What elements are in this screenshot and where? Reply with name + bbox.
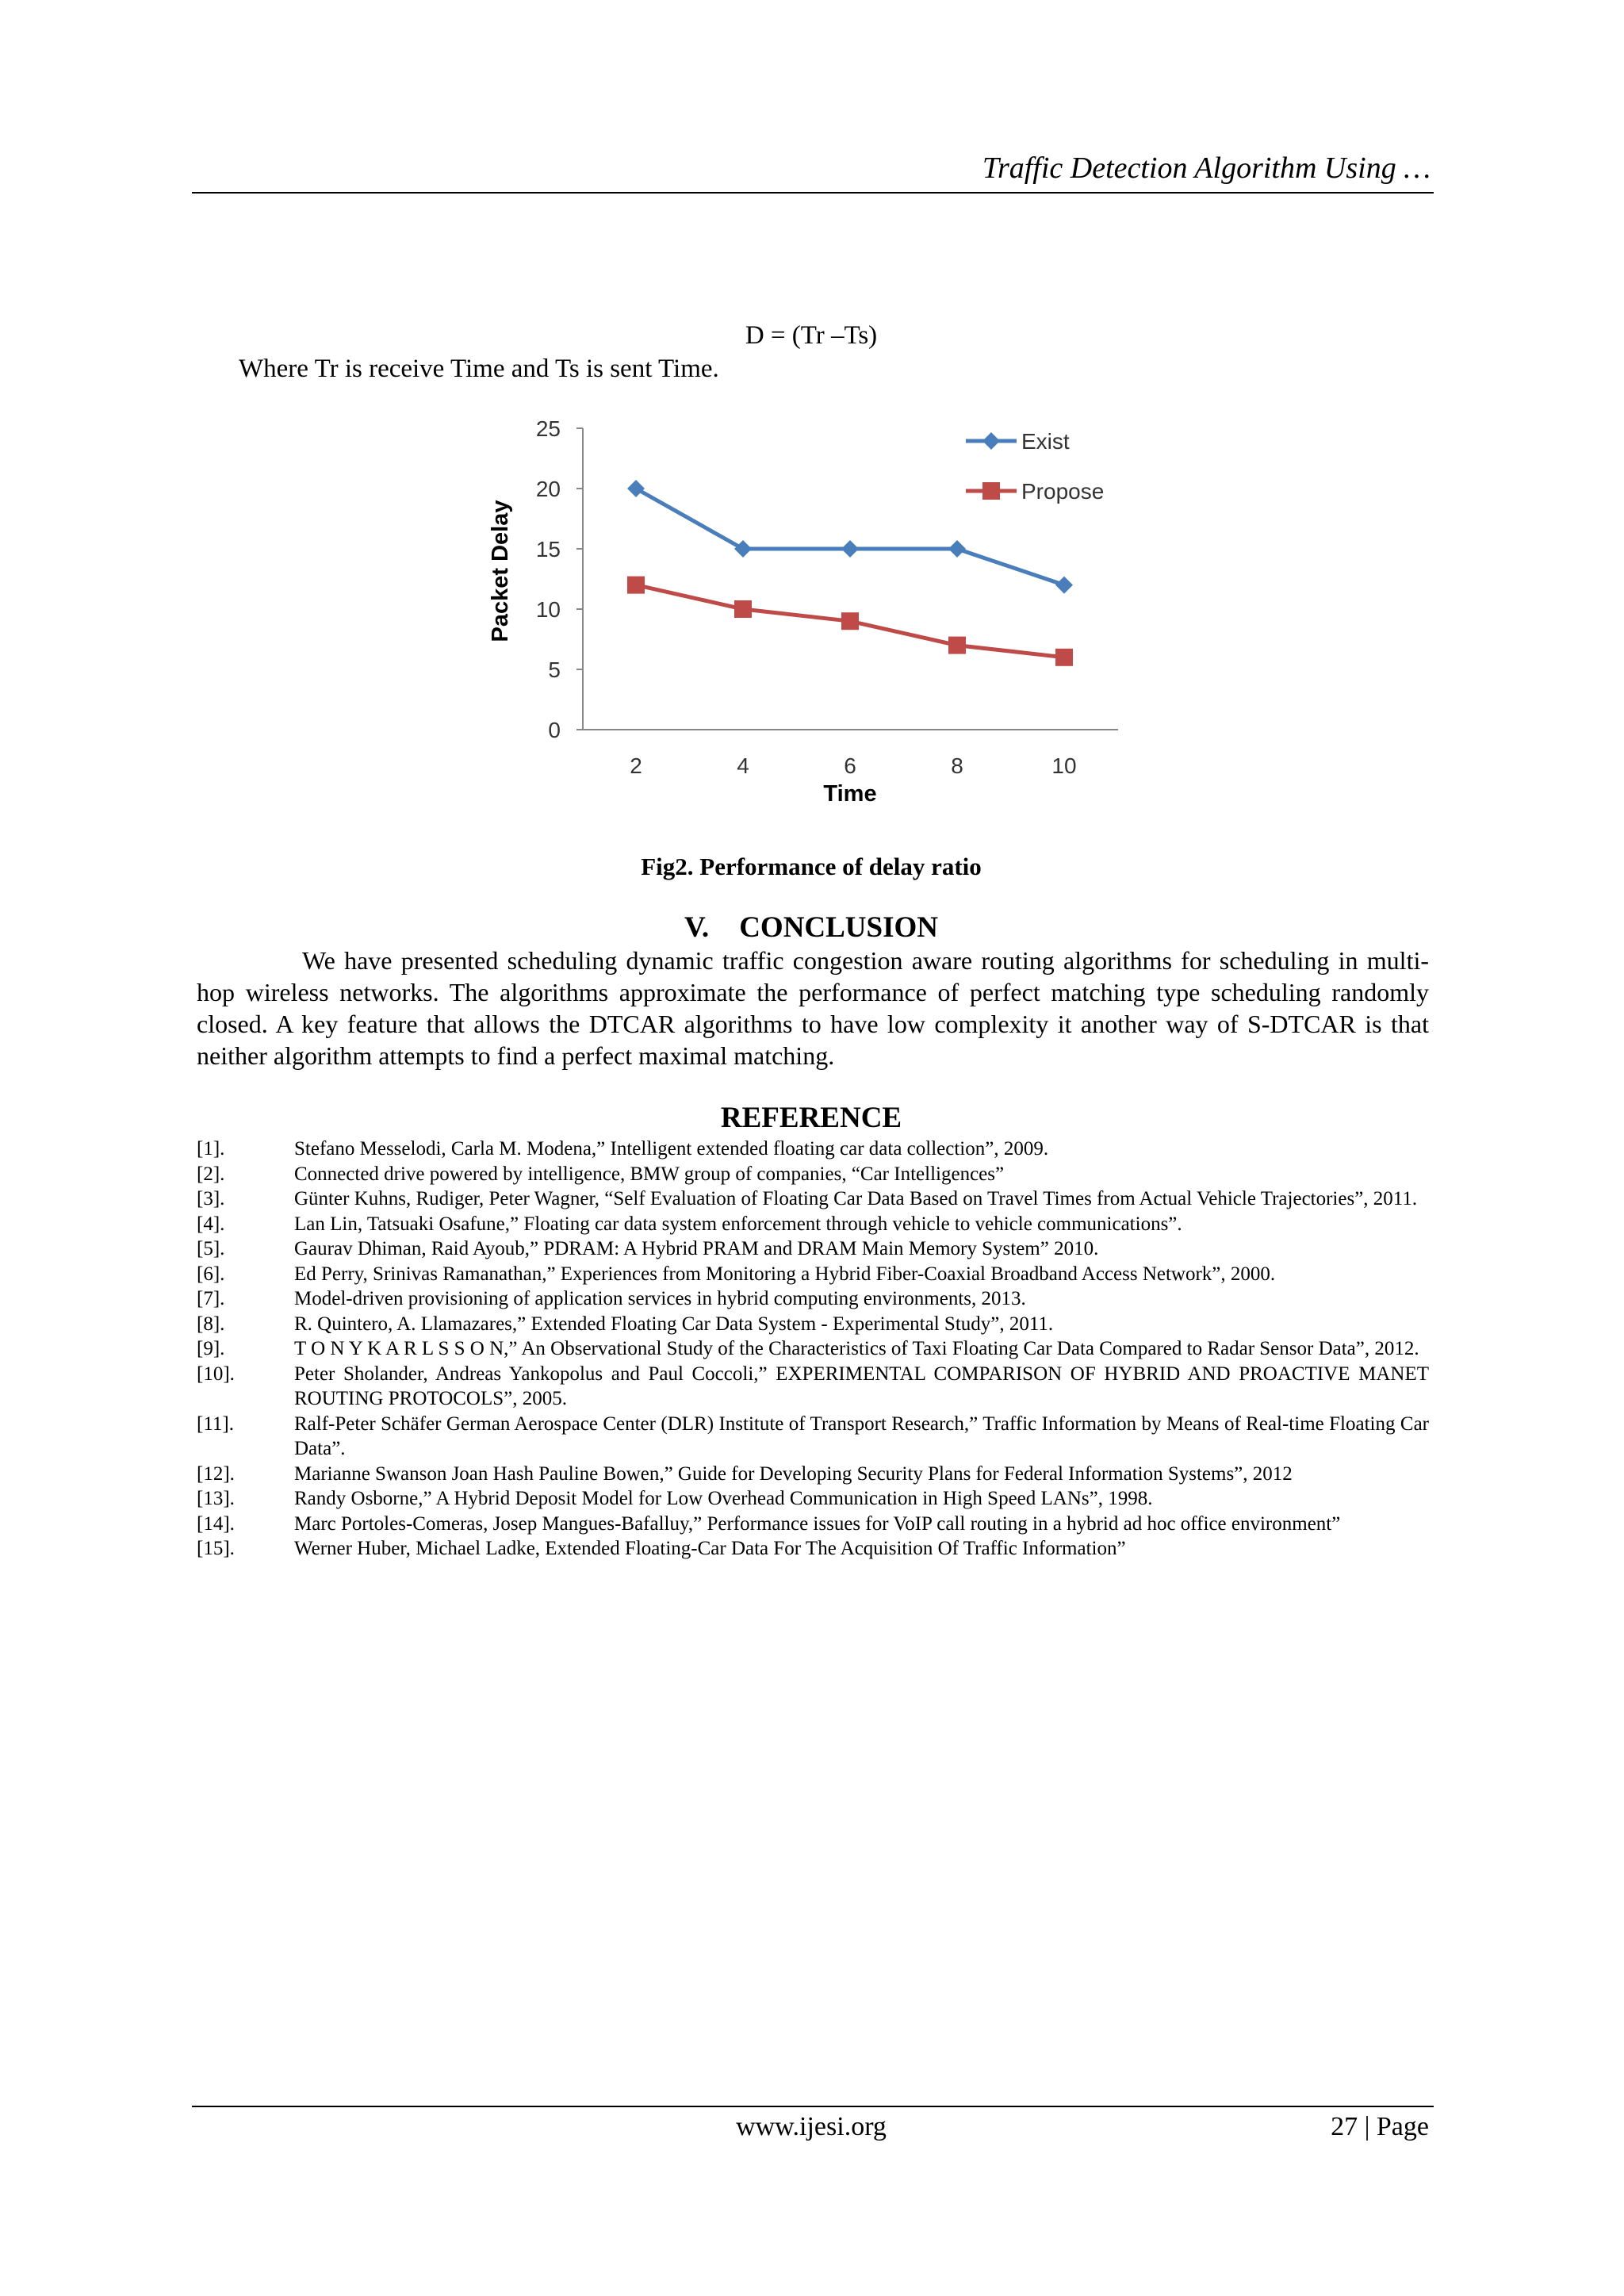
legend-marker-exist xyxy=(982,432,1000,450)
reference-item xyxy=(197,1486,1429,1512)
data-point-propose xyxy=(734,600,752,618)
data-point-propose xyxy=(948,637,966,654)
reference-item xyxy=(197,1286,1429,1312)
data-point-exist xyxy=(1055,577,1073,594)
x-tick-label: 2 xyxy=(630,753,642,778)
reference-text: Model-driven provisioning of application services in hybrid computing environments, 2013. xyxy=(294,1288,1026,1309)
conclusion-heading xyxy=(192,910,1431,945)
reference-item xyxy=(197,1312,1429,1337)
header-rule xyxy=(192,192,1434,194)
y-tick-label: 5 xyxy=(548,657,561,682)
reference-number: [1]. xyxy=(197,1138,225,1159)
reference-item xyxy=(197,1212,1429,1237)
reference-text: Lan Lin, Tatsuaki Osafune,” Floating car data system enforcement through vehicle to vehicle communications”. xyxy=(294,1213,1182,1235)
x-axis-label: Time xyxy=(823,781,877,807)
data-point-exist xyxy=(627,480,645,497)
x-tick-label: 6 xyxy=(844,753,856,778)
reference-text: Stefano Messelodi, Carla M. Modena,” Intelligent extended floating car data collection”, 2009. xyxy=(294,1138,1049,1159)
reference-text: Peter Sholander, Andreas Yankopolus and Paul Coccoli,” EXPERIMENTAL COMPARISON OF HYBRID AND PROACTIVE MANET ROUTING PROTOCOLS”, 2005. xyxy=(294,1363,1429,1409)
reference-number: [7]. xyxy=(197,1288,225,1309)
legend-label-propose: Propose xyxy=(1021,479,1105,504)
delay-chart xyxy=(468,404,1150,833)
reference-text: Gaurav Dhiman, Raid Ayoub,” PDRAM: A Hybrid PRAM and DRAM Main Memory System” 2010. xyxy=(294,1238,1099,1259)
reference-text: Randy Osborne,” A Hybrid Deposit Model for Low Overhead Communication in High Speed LANs”, 1998. xyxy=(294,1488,1153,1509)
series-line-exist xyxy=(636,489,1064,585)
reference-text: Connected drive powered by intelligence, BMW group of companies, “Car Intelligences” xyxy=(294,1163,1005,1185)
reference-item xyxy=(197,1186,1429,1212)
reference-item xyxy=(197,1362,1429,1412)
reference-number: [2]. xyxy=(197,1163,225,1185)
reference-number: [3]. xyxy=(197,1188,225,1209)
delay-equation: D = (Tr –Ts) xyxy=(745,321,878,350)
legend-label-exist: Exist xyxy=(1021,429,1070,454)
section-number: V. xyxy=(684,911,710,944)
reference-text: Werner Huber, Michael Ladke, Extended Floating-Car Data For The Acquisition Of Traffic Information” xyxy=(294,1538,1126,1559)
reference-item xyxy=(197,1412,1429,1462)
reference-number: [13]. xyxy=(197,1488,235,1509)
reference-number: [15]. xyxy=(197,1538,235,1559)
reference-item xyxy=(197,1536,1429,1562)
y-tick-label: 15 xyxy=(535,537,561,562)
reference-list xyxy=(197,1137,1429,1562)
y-tick-label: 20 xyxy=(535,477,561,501)
reference-text: Ralf-Peter Schäfer German Aerospace Center (DLR) Institute of Transport Research,” Traffic Information by Means of Real-time Floating Car Data”. xyxy=(294,1412,1429,1459)
equation-explanation: Where Tr is receive Time and Ts is sent Time. xyxy=(239,355,719,383)
reference-text: R. Quintero, A. Llamazares,” Extended Floating Car Data System - Experimental Study”, 2011. xyxy=(294,1313,1054,1335)
reference-number: [4]. xyxy=(197,1213,225,1235)
reference-number: [5]. xyxy=(197,1238,225,1259)
reference-text: Marc Portoles-Comeras, Josep Mangues-Bafalluy,” Performance issues for VoIP call routing in a hybrid ad hoc office environment” xyxy=(294,1512,1341,1535)
y-tick-label: 25 xyxy=(535,416,561,441)
reference-number: [10]. xyxy=(197,1363,235,1385)
reference-number: [8]. xyxy=(197,1313,225,1335)
footer-rule xyxy=(192,2106,1434,2107)
x-tick-label: 10 xyxy=(1051,753,1077,778)
section-title-text: CONCLUSION xyxy=(739,911,939,944)
reference-text: T O N Y K A R L S S O N,” An Observational Study of the Characteristics of Taxi Floating Car Data Compared to Radar Sensor Data”, 2012. xyxy=(294,1338,1419,1359)
series-propose xyxy=(627,577,1073,666)
footer-website: www.ijesi.org xyxy=(736,2112,887,2141)
reference-item xyxy=(197,1262,1429,1287)
legend-marker-propose xyxy=(982,482,1000,500)
reference-text: Ed Perry, Srinivas Ramanathan,” Experiences from Monitoring a Hybrid Fiber-Coaxial Broadband Access Network”, 2000. xyxy=(294,1263,1276,1285)
reference-item xyxy=(197,1137,1429,1162)
conclusion-paragraph: We have presented scheduling dynamic traffic congestion aware routing algorithms for scheduling in multi-hop wireless networks. The algorithms approximate the performance of perfect matching type scheduling randomly closed. A key feature that allows the DTCAR algorithms to have low complexity it another way of S-DTCAR is that neither algorithm attempts to find a perfect maximal matching. xyxy=(197,946,1429,1070)
reference-text: Marianne Swanson Joan Hash Pauline Bowen,” Guide for Developing Security Plans for Federal Information Systems”, 2012 xyxy=(294,1462,1293,1485)
reference-item xyxy=(197,1512,1429,1537)
data-point-exist xyxy=(948,540,966,558)
x-tick-label: 4 xyxy=(737,753,749,778)
data-point-exist xyxy=(841,540,859,558)
reference-item xyxy=(197,1162,1429,1187)
reference-number: [6]. xyxy=(197,1263,225,1285)
series-exist xyxy=(627,480,1073,594)
delay-chart-svg xyxy=(468,404,1150,833)
footer-page-number: 27 | Page xyxy=(1331,2112,1429,2141)
reference-heading: REFERENCE xyxy=(720,1102,902,1134)
x-tick-label: 8 xyxy=(951,753,963,778)
y-axis-label: Packet Delay xyxy=(488,500,513,642)
y-tick-label: 0 xyxy=(548,718,561,742)
reference-number: [12]. xyxy=(197,1462,235,1485)
reference-item xyxy=(197,1336,1429,1362)
data-point-propose xyxy=(627,577,645,594)
data-point-propose xyxy=(841,612,859,630)
data-point-exist xyxy=(734,540,752,558)
running-header: Traffic Detection Algorithm Using … xyxy=(982,151,1431,185)
reference-number: [9]. xyxy=(197,1338,225,1359)
data-point-propose xyxy=(1055,649,1073,666)
reference-number: [14]. xyxy=(197,1512,235,1535)
reference-item xyxy=(197,1462,1429,1487)
reference-number: [11]. xyxy=(197,1412,234,1435)
reference-text: Günter Kuhns, Rudiger, Peter Wagner, “Self Evaluation of Floating Car Data Based on Travel Times from Actual Vehicle Trajectories”, 2011. xyxy=(294,1188,1418,1209)
y-tick-label: 10 xyxy=(535,597,561,622)
figure-caption: Fig2. Performance of delay ratio xyxy=(641,853,982,880)
reference-item xyxy=(197,1236,1429,1262)
